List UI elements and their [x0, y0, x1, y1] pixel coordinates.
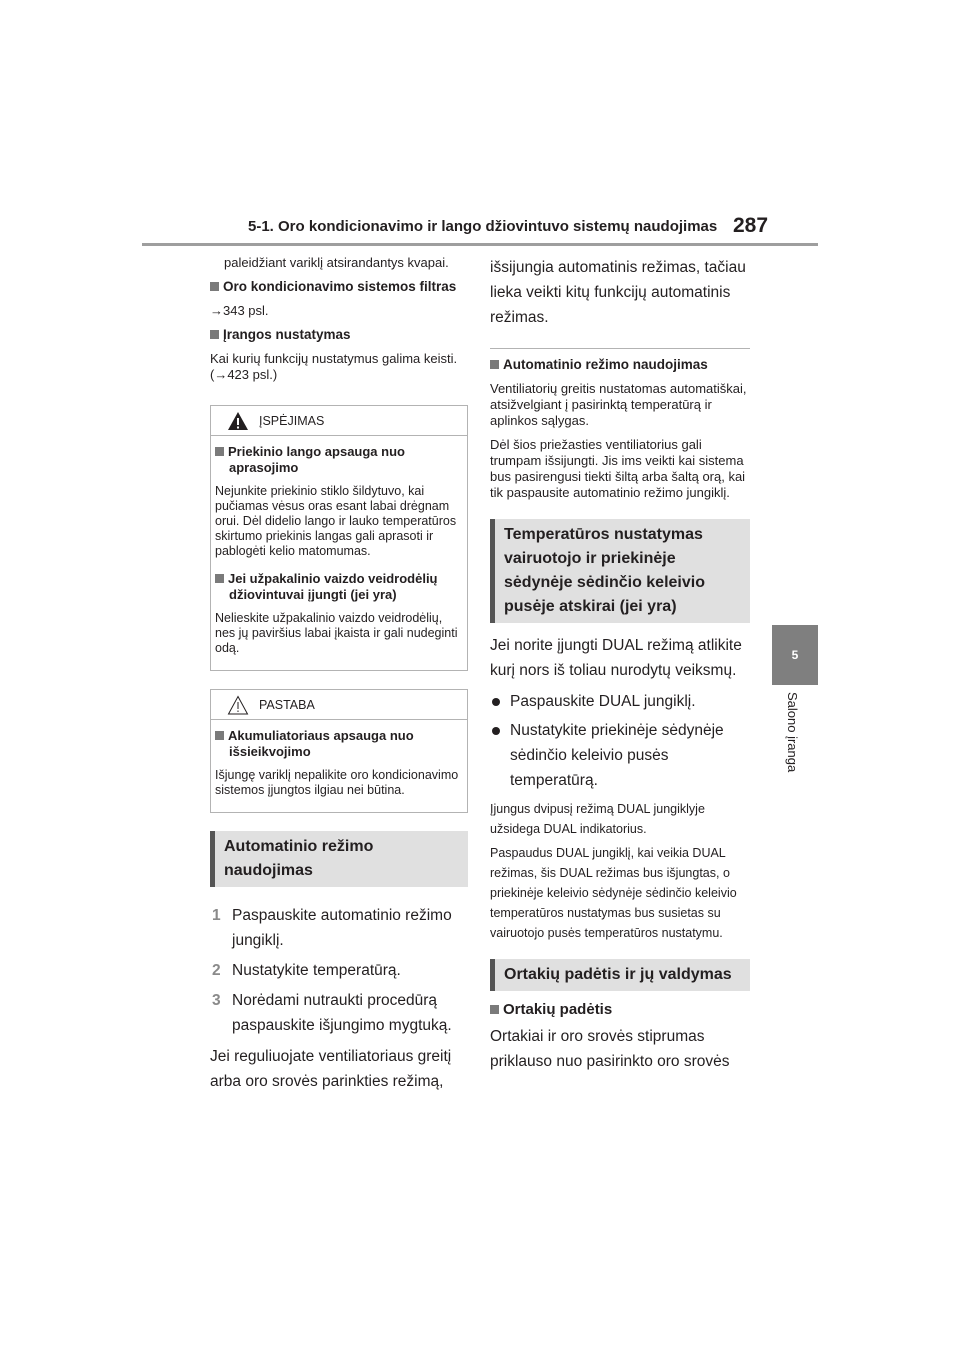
warning-item1-heading: Priekinio lango apsauga nuo aprasojimo — [215, 444, 463, 476]
auto-use-heading: Automatinio režimo naudojimas — [490, 357, 750, 373]
square-bullet-icon — [210, 282, 219, 291]
list-item: 2 Nustatykite temperatūrą. — [212, 962, 401, 979]
list-item: 3 Norėdami nutraukti procedūrą paspauskite išjungimo mygtuką. — [212, 992, 452, 1034]
divider — [490, 348, 750, 349]
list-item: 1 Paspauskite automatinio režimo jungiklį. — [212, 907, 452, 949]
notice-item1-heading: Akumuliatoriaus apsauga nuo išsieikvojimo — [215, 728, 463, 760]
warning-title: ĮSPĖJIMAS — [259, 413, 325, 428]
vents-section-heading: Ortakių padėtis ir jų valdymas — [490, 959, 750, 991]
auto-use-text2: Dėl šios priežasties ventiliatorius gali trumpam išsijungti. Jis ims veikti kai sistema bus pasirengusi tiekti šiltą arba šaltą orą, kai tik paspausite automatinio režimo jungiklį. — [490, 437, 746, 500]
filter-heading: Oro kondicionavimo sistemos filtras — [210, 279, 468, 295]
intro-continued: paleidžiant variklį atsirandantys kvapai. — [224, 255, 449, 270]
warning-item2-heading: Jei užpakalinio vaizdo veidrodėlių džiovintuvai įjungti (jei yra) — [215, 571, 463, 603]
dual-intro: Jei norite įjungti DUAL režimą atlikite kurį nors iš toliau nurodytų veiksmų. — [490, 637, 742, 679]
square-bullet-icon — [210, 330, 219, 339]
notice-item1-text: Išjungę variklį nepalikite oro kondicionavimo sistemos įjungtos ilgiau nei būtina. — [215, 768, 459, 797]
notice-box-header — [211, 690, 467, 720]
right-column — [490, 255, 750, 1080]
square-bullet-icon — [215, 447, 224, 456]
filter-ref: →343 psl. — [210, 303, 269, 318]
settings-text: Kai kurių funkcijų nustatymus galima keisti. (→423 psl.) — [210, 351, 458, 382]
vents-text: Ortakiai ir oro srovės stiprumas priklauso nuo pasirinkto oro srovės — [490, 1028, 730, 1070]
settings-heading: Įrangos nustatymas — [210, 327, 468, 343]
dual-note1: Įjungus dvipusį režimą DUAL jungiklyje užsidega DUAL indikatorius. — [490, 802, 705, 836]
square-bullet-icon — [215, 574, 224, 583]
left-column — [210, 255, 468, 1100]
fan-text-cont: išsijungia automatinis režimas, tačiau lieka veikti kitų funkcijų automatinis režimas. — [490, 259, 746, 326]
chapter-tab — [772, 625, 818, 685]
auto-section-heading: Automatinio režimo naudojimas — [210, 831, 468, 887]
square-bullet-icon — [490, 360, 499, 369]
notice-title: PASTABA — [259, 697, 315, 712]
dual-bullets — [490, 689, 750, 793]
notice-triangle-icon — [227, 695, 249, 715]
header-rule — [142, 243, 818, 246]
running-header: 5-1. Oro kondicionavimo ir lango džiovintuvo sistemų naudojimas — [248, 218, 718, 235]
notice-box — [210, 689, 468, 813]
warning-box-header — [211, 406, 467, 436]
warning-item2-text: Nelieskite užpakalinio vaizdo veidrodėlių, nes jų paviršius labai įkaista ir gali nudeginti odą. — [215, 611, 458, 655]
warning-triangle-icon — [227, 411, 249, 431]
square-bullet-icon — [490, 1005, 499, 1014]
list-item: Nustatykite priekinėje sėdynėje sėdinčio keleivio pusės temperatūrą. — [490, 718, 750, 793]
chapter-title: Salono įranga — [785, 692, 800, 773]
dual-note2: Paspaudus DUAL jungiklį, kai veikia DUAL režimas, šis DUAL režimas bus išjungtas, o priekinėje keleivio sėdynėje sėdinčio keleivio temperatūros nustatymas bus susietas su vairuotojo pusės temperatūros nustatymu. — [490, 846, 737, 940]
warning-item1-text: Nejunkite priekinio stiklo šildytuvo, kai pučiamas vėsus oras esant labai drėgnam orui. Dėl didelio lango ir lauko temperatūros skirtumo priekinis langas gali aprasoti ir pablogėti kelio matomumas. — [215, 484, 457, 558]
warning-box — [210, 405, 468, 671]
list-item: Paspauskite DUAL jungiklį. — [490, 689, 750, 714]
page-number: 287 — [733, 214, 769, 237]
steps-list — [210, 903, 468, 1038]
fan-text: Jei reguliuojate ventiliatoriaus greitį arba oro srovės parinkties režimą, — [210, 1048, 452, 1090]
square-bullet-icon — [215, 731, 224, 740]
chapter-number: 5 — [791, 648, 799, 662]
vents-heading: Ortakių padėtis — [490, 1001, 750, 1018]
temp-section-heading: Temperatūros nustatymas vairuotojo ir priekinėje sėdynėje sėdinčio keleivio pusėje atskirai (jei yra) — [490, 519, 750, 623]
auto-use-text1: Ventiliatorių greitis nustatomas automatiškai, atsižvelgiant į pasirinktą temperatūrą ir aplinkos sąlygas. — [490, 381, 747, 428]
